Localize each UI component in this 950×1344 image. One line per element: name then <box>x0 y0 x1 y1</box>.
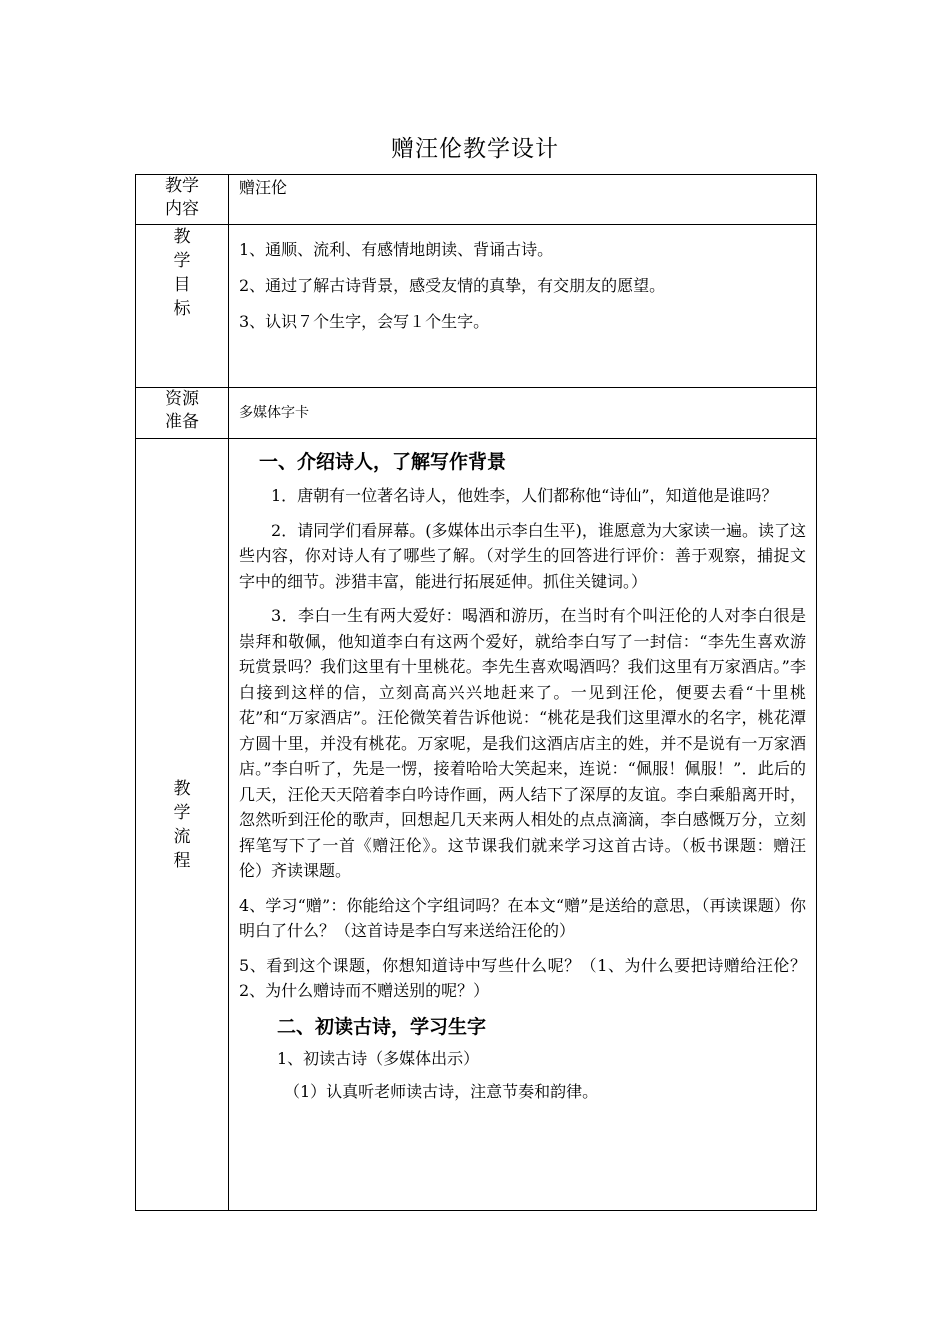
label-resources <box>136 388 229 439</box>
cell-goals <box>229 225 817 388</box>
cell-process <box>229 439 817 1211</box>
content-value: 赠汪伦 <box>239 178 288 197</box>
paragraph: 3．李白一生有两大爱好：喝酒和游历，在当时有个叫汪伦的人对李白很是崇拜和敬佩，他知道李白有这两个爱好，就给李白写了一封信：“李先生喜欢游玩赏景吗？我们这里有十里桃花。李先生喜欢喝酒吗？我们这里有万家酒店。”李白接到这样的信，立刻高高兴兴地赶来了。一见到汪伦，便要去看“十里桃花”和“万家酒店”。汪伦微笑着告诉他说：“桃花是我们这里潭水的名字，桃花潭方圆十里，并没有桃花。万家呢，是我们这酒店店主的姓，并不是说有一万家酒店。”李白听了，先是一愣，接着哈哈大笑起来，连说：“佩服！佩服！”．此后的几天，汪伦天天陪着李白吟诗作画，两人结下了深厚的友谊。李白乘船离开时，忽然听到汪伦的歌声，回想起几天来两人相处的点点滴滴，李白感慨万分，立刻挥笔写下了一首《赠汪伦》。这节课我们就来学习这首古诗。（板书课题：赠汪伦）齐读课题。 <box>239 606 806 880</box>
paragraph: 4、学习“赠”：你能给这个字组词吗？在本文“赠”是送给的意思，（再读课题）你明白了什么？（这首诗是李白写来送给汪伦的） <box>239 895 806 940</box>
label-line: 学 <box>173 802 191 823</box>
label-line: 流 <box>173 826 191 847</box>
label-line: 教 <box>173 227 191 247</box>
paragraph: 2．请同学们看屏幕。(多媒体出示李白生平)，谁愿意为大家读一遍。读了这些内容，你对诗人有了哪些了解。（对学生的回答进行评价：善于观察，捕捉文字中的细节。涉猎丰富，能进行拓展延伸。抓住关键词。） <box>239 520 806 591</box>
label-line: 学 <box>173 251 191 271</box>
row-process <box>136 439 817 1211</box>
cell-content <box>229 175 817 225</box>
label-line: 教 <box>173 778 191 799</box>
paragraph: 1．唐朝有一位著名诗人，他姓李，人们都称他“诗仙”，知道他是谁吗？ <box>271 486 778 505</box>
section-heading: 二、初读古诗，学习生字 <box>277 1015 487 1038</box>
label-content <box>136 175 229 225</box>
paragraph: （1）认真听老师读古诗，注意节奏和韵律。 <box>284 1082 599 1101</box>
document-title: 赠汪伦教学设计 <box>391 136 559 162</box>
label-line: 程 <box>173 850 191 871</box>
label-line: 标 <box>173 299 191 319</box>
cell-resources <box>229 388 817 439</box>
goal-item: 3、认识７个生字，会写１个生字。 <box>239 312 490 331</box>
label-line: 内容 <box>165 199 199 219</box>
paragraph: 1、初读古诗（多媒体出示） <box>277 1048 480 1068</box>
row-goals <box>136 225 817 388</box>
goal-item: 2、通过了解古诗背景，感受友情的真挚，有交朋友的愿望。 <box>239 276 666 295</box>
section-heading: 一、介绍诗人，了解写作背景 <box>259 451 507 473</box>
resources-value: 多媒体字卡 <box>239 405 309 421</box>
goal-item: 1、通顺、流利、有感情地朗读、背诵古诗。 <box>239 240 554 259</box>
paragraph: 5、看到这个课题，你想知道诗中写些什么呢？（1、为什么要把诗赠给汪伦？2、为什么赠诗而不赠送别的呢？） <box>239 955 806 1000</box>
label-line: 教学 <box>165 176 199 196</box>
lesson-plan-table <box>135 174 817 1211</box>
label-process <box>136 439 229 1211</box>
label-goals <box>136 225 229 388</box>
label-line: 准备 <box>165 412 199 432</box>
row-content <box>136 175 817 225</box>
row-resources <box>136 388 817 439</box>
label-line: 资源 <box>165 389 199 409</box>
label-line: 目 <box>173 275 191 295</box>
